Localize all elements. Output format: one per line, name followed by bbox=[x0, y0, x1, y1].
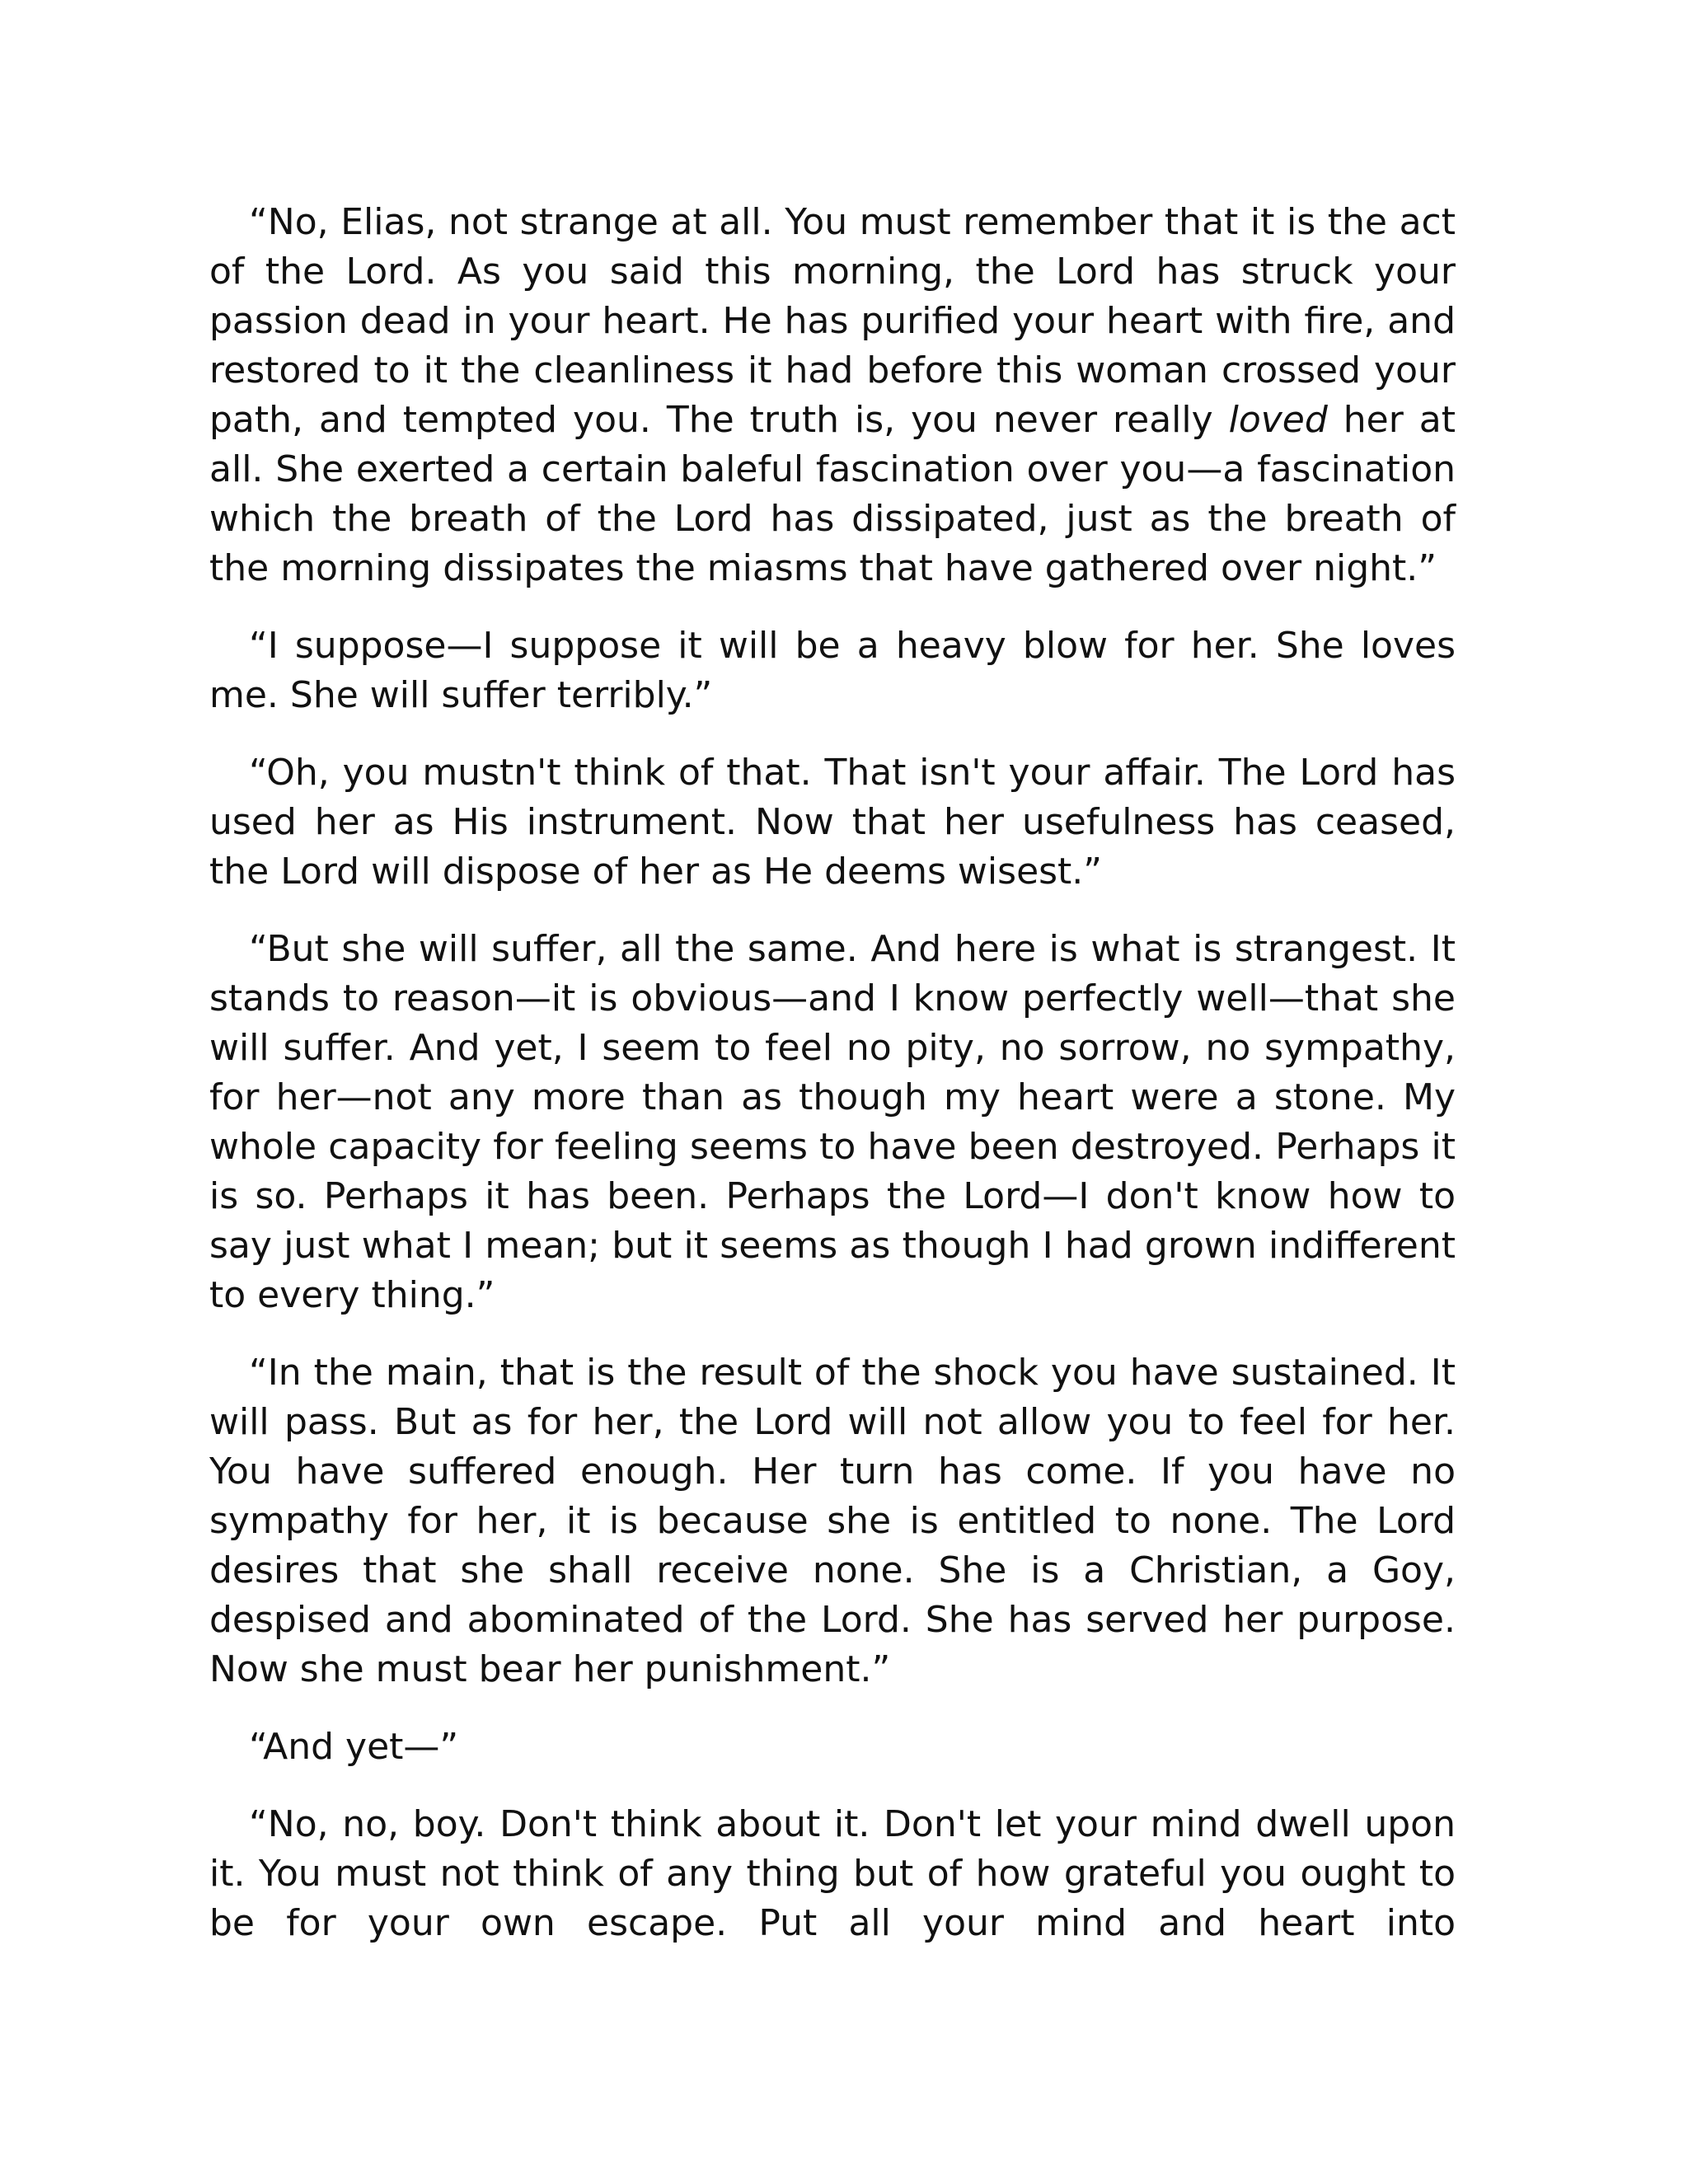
paragraph-1 bbox=[209, 198, 1456, 593]
paragraph-3: “Oh, you mustn't think of that. That isn't your affair. The Lord has used her as His instrument. Now that her usefulness has ceased, the Lord will dispose of her as He deems wisest.” bbox=[209, 752, 1456, 893]
paragraph-6: “And yet—” bbox=[249, 1726, 459, 1768]
paragraph-1-emphasis: loved bbox=[1228, 399, 1328, 441]
paragraph-5: “In the main, that is the result of the shock you have sustained. It will pass. But as for her, the Lord will not allow you to feel for her. You have suffered enough. Her turn has come. If you have no sympathy for her, it is because she is entitled to none. The Lord desires that she shall receive none. She is a Christian, a Goy, despised and abominated of the Lord. She has served her purpose. Now she must bear her punishment.” bbox=[209, 1352, 1456, 1690]
paragraph-2: “I suppose—I suppose it will be a heavy blow for her. She loves me. She will suffer terribly.” bbox=[209, 625, 1456, 716]
paragraph-4: “But she will suffer, all the same. And here is what is strangest. It stands to reason—it is obvious—and I know perfectly well—that she will suffer. And yet, I seem to feel no pity, no sorrow, no sympathy, for her—not any more than as though my heart were a stone. My whole capacity for feeling seems to have been destroyed. Perhaps it is so. Perhaps it has been. Perhaps the Lord—I don't know how to say just what I mean; but it seems as though I had grown indifferent to every thing.” bbox=[209, 928, 1456, 1316]
paragraph-1-text-before: “No, Elias, not strange at all. You must remember that it is the act of the Lord. As you said this morning, the Lord has struck your passion dead in your heart. He has purified your heart with fire, and restored to it the cleanliness it had before this woman crossed your path, and tempted you. The truth is, you never really bbox=[209, 201, 1456, 441]
body-text bbox=[209, 198, 1456, 1948]
paragraph-1-text-after: her at all. She exerted a certain baleful fascination over you—a fascination which the breath of the Lord has dissipated, just as the breath of the morning dissipates the miasms that have gathered over night.” bbox=[209, 399, 1456, 589]
paragraph-7: “No, no, boy. Don't think about it. Don't let your mind dwell upon it. You must not think of any thing but of how grateful you ought to be for your own escape. Put all your mind and heart into bbox=[209, 1803, 1456, 1944]
